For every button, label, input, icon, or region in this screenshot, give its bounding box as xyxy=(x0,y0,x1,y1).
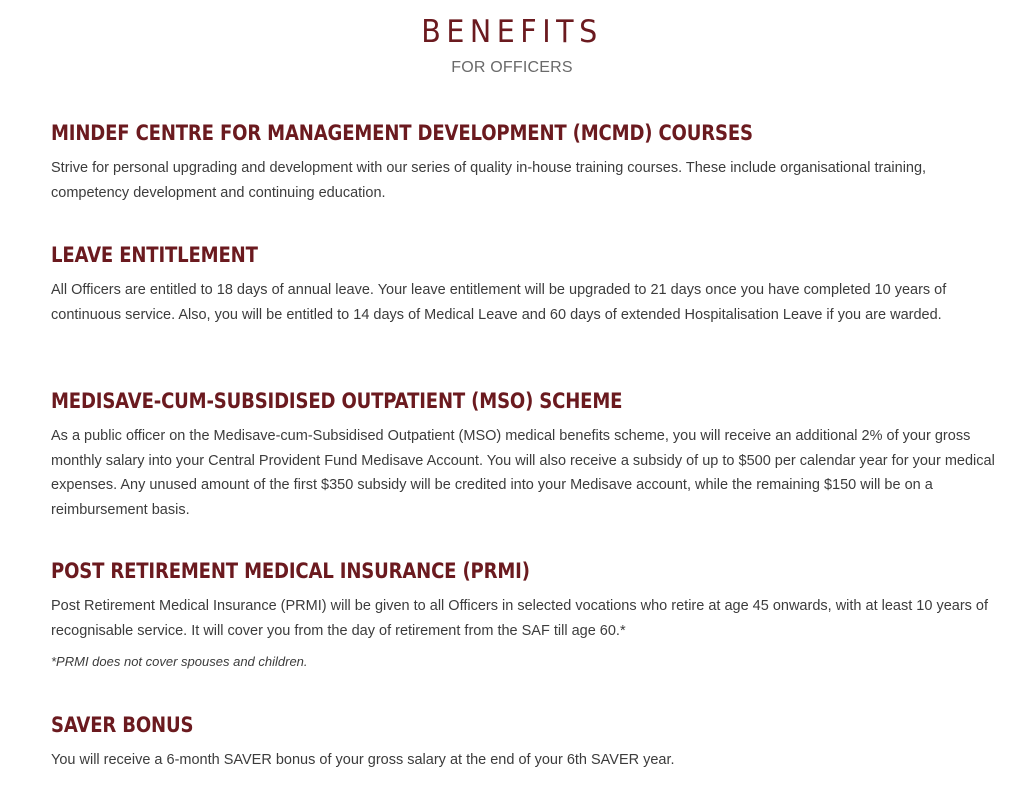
section-saver-bonus xyxy=(51,712,1008,773)
page-subtitle: FOR OFFICERS xyxy=(451,59,573,76)
prmi-footnote: *PRMI does not cover spouses and children. xyxy=(51,654,308,669)
section-mso-scheme xyxy=(51,388,1008,522)
section-body: Strive for personal upgrading and development with our series of quality in-house training courses. These include organisational training, competency development and continuing education. xyxy=(51,160,927,201)
section-heading: SAVER BONUS xyxy=(51,713,194,738)
page-title: BENEFITS xyxy=(421,14,603,50)
section-mcmd-courses xyxy=(51,120,1008,205)
section-heading: LEAVE ENTITLEMENT xyxy=(51,243,258,268)
section-body: All Officers are entitled to 18 days of annual leave. Your leave entitlement will be upgraded to 21 days once you have completed 10 years of continuous service. Also, you will be entitled to 14 days of Medical Leave and 60 days of extended Hospitalisation Leave if you are warded. xyxy=(51,282,947,323)
section-heading: MINDEF CENTRE FOR MANAGEMENT DEVELOPMENT (MCMD) COURSES xyxy=(51,121,753,146)
section-body: You will receive a 6-month SAVER bonus of your gross salary at the end of your 6th SAVER year. xyxy=(51,752,675,768)
section-prmi xyxy=(51,558,1008,671)
section-leave-entitlement xyxy=(51,242,1008,327)
section-body: Post Retirement Medical Insurance (PRMI) will be given to all Officers in selected vocations who retire at age 45 onwards, with at least 10 years of recognisable service. It will cover you from the day of retirement from the SAF till age 60.* xyxy=(51,598,989,639)
section-heading: MEDISAVE-CUM-SUBSIDISED OUTPATIENT (MSO) SCHEME xyxy=(51,389,623,414)
page-header xyxy=(0,0,1024,78)
section-body: As a public officer on the Medisave-cum-Subsidised Outpatient (MSO) medical benefits scheme, you will receive an additional 2% of your gross monthly salary into your Central Provident Fund Medisave Account. You will also receive a subsidy of up to $500 per calendar year for your medical expenses. Any unused amount of the first $350 subsidy will be credited into your Medisave account, while the remaining $150 will be on a reimbursement basis. xyxy=(51,428,995,518)
section-heading: POST RETIREMENT MEDICAL INSURANCE (PRMI) xyxy=(51,559,530,584)
